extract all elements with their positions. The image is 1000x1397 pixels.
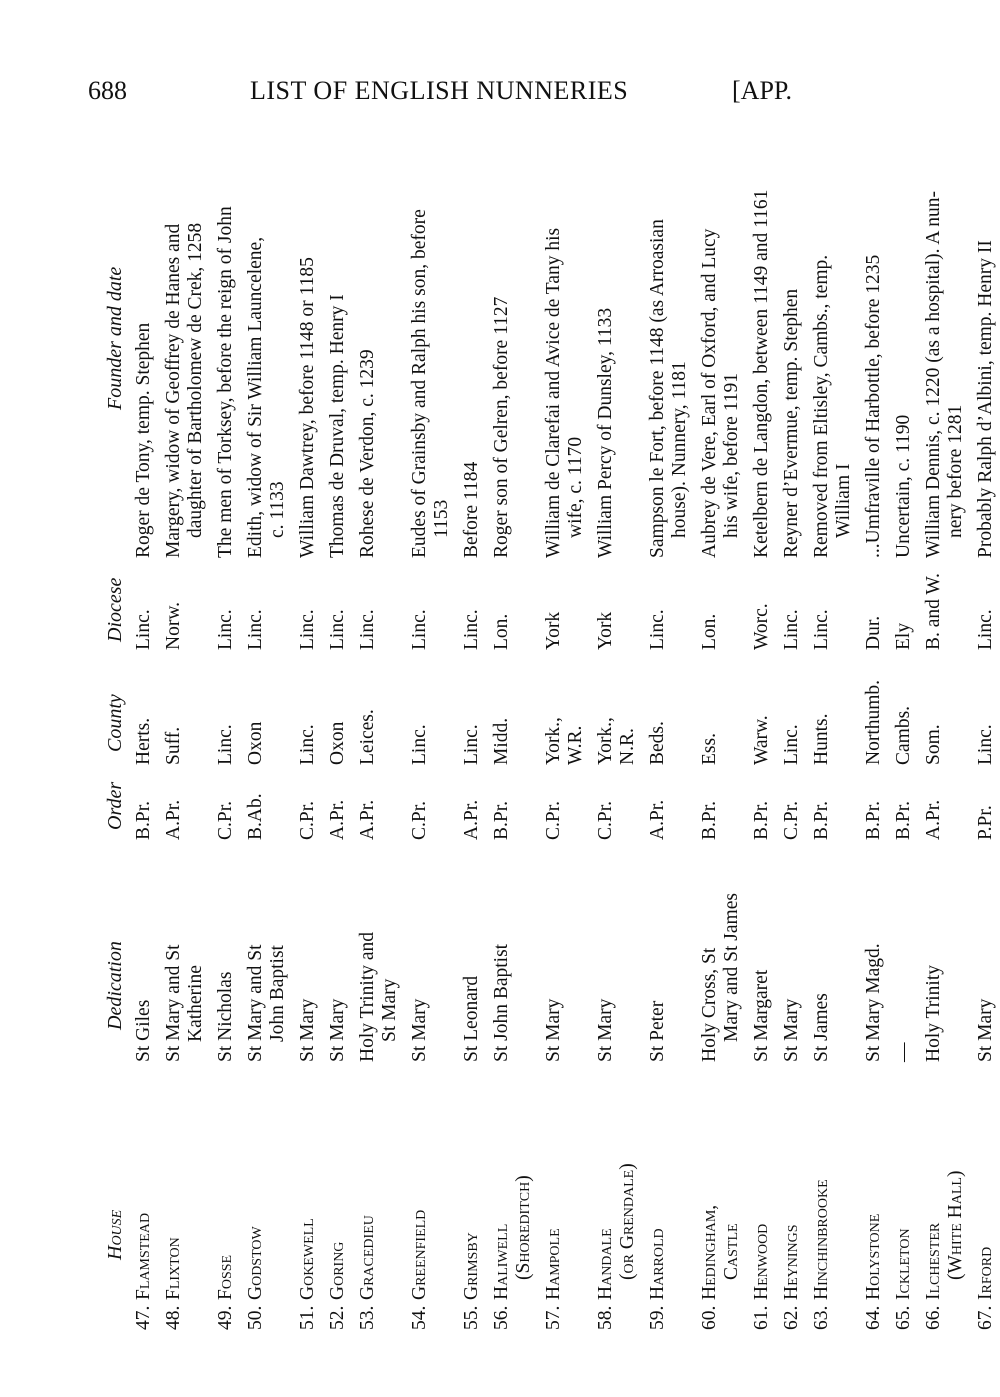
cell-county: Linc. (781, 724, 802, 765)
cell-founder: Eudes of Grainsby and Ralph his son, before (409, 209, 430, 558)
cell-no: 59. (647, 1305, 668, 1330)
cell-dedication: St Leonard (461, 975, 482, 1062)
cell-dedication: St Peter (647, 1000, 668, 1062)
cell-county: Suff. (163, 726, 184, 765)
cell-house: Ickleton (893, 1228, 914, 1300)
cell-diocese: Dur. (863, 615, 884, 650)
cell-founder: daughter of Bartholomew de Crek, 1258 (185, 222, 206, 538)
cell-house: Greenfield (409, 1209, 430, 1300)
cell-dedication: St Mary Magd. (863, 943, 884, 1062)
cell-founder: Sampson le Fort, before 1148 (as Arroasian (647, 219, 668, 558)
cell-house: Henwood (751, 1223, 772, 1300)
cell-house: Flixton (163, 1237, 184, 1300)
cell-diocese: Linc. (781, 609, 802, 650)
cell-county: W.R. (565, 725, 586, 765)
cell-house: (White Hall) (945, 1170, 966, 1280)
cell-county: Som. (923, 724, 944, 765)
cell-order: B.Pr. (811, 800, 832, 840)
header-founder: Founder and date (104, 266, 126, 410)
cell-house: Haliwell (491, 1223, 512, 1300)
cell-house: Hampole (543, 1228, 564, 1300)
cell-no: 60. (699, 1305, 720, 1330)
cell-founder: ...Umfraville of Harbottle, before 1235 (863, 254, 884, 558)
cell-diocese: Linc. (215, 609, 236, 650)
cell-county: Linc. (409, 724, 430, 765)
cell-diocese: Lon. (699, 613, 720, 650)
cell-no: 53. (357, 1305, 378, 1330)
table-row (974, 100, 1000, 1330)
cell-county: Cambs. (893, 705, 914, 765)
cell-founder: Aubrey de Vere, Earl of Oxford, and Lucy (699, 228, 720, 558)
cell-founder: William Dawtrey, before 1148 or 1185 (297, 257, 318, 558)
header-house: House (104, 1209, 126, 1260)
page-number: 688 (88, 76, 127, 105)
cell-house: Hedingham, (699, 1204, 720, 1300)
cell-house: Harrold (647, 1228, 668, 1300)
table-row (832, 100, 858, 1330)
cell-dedication: St Mary and St (245, 944, 266, 1062)
cell-diocese: Worc. (751, 603, 772, 650)
cell-order: A.Pr. (923, 799, 944, 840)
cell-house: Fosse (215, 1254, 236, 1300)
cell-founder: William Percy of Dunsley, 1133 (595, 307, 616, 558)
cell-house: Ilchester (923, 1222, 944, 1300)
cell-county: Northumb. (863, 679, 884, 765)
cell-order: A.Pr. (647, 799, 668, 840)
table-row (132, 100, 158, 1330)
cell-no: 50. (245, 1305, 266, 1330)
cell-diocese: Norw. (163, 601, 184, 650)
cell-order: A.Pr. (327, 799, 348, 840)
cell-founder: wife, c. 1170 (565, 436, 586, 538)
cell-founder: Roger son of Gelren, before 1127 (491, 296, 512, 558)
cell-order: C.Pr. (781, 800, 802, 840)
cell-dedication: Holy Trinity (923, 965, 944, 1062)
table-row (512, 100, 538, 1330)
cell-county: York., (543, 717, 564, 765)
cell-founder: Reyner d’Evermue, temp. Stephen (781, 288, 802, 558)
cell-diocese: Linc. (811, 609, 832, 650)
cell-order: B.Pr. (751, 800, 772, 840)
table-row (944, 100, 970, 1330)
cell-order: A.Pr. (357, 799, 378, 840)
cell-founder: William I (833, 463, 854, 538)
cell-diocese: Linc. (133, 609, 154, 650)
cell-county: Oxon (327, 721, 348, 765)
header-dedication: Dedication (104, 941, 126, 1030)
cell-house: (Shoreditch) (513, 1175, 534, 1280)
cell-dedication: St Margaret (751, 969, 772, 1062)
cell-order: B.Pr. (491, 800, 512, 840)
cell-no: 55. (461, 1305, 482, 1330)
cell-county: N.R. (617, 728, 638, 765)
cell-no: 57. (543, 1305, 564, 1330)
cell-founder: his wife, before 1191 (721, 373, 742, 538)
table-row (266, 100, 292, 1330)
cell-dedication: St John Baptist (491, 943, 512, 1062)
cell-house: Castle (721, 1223, 742, 1280)
cell-founder: Uncertain, c. 1190 (893, 414, 914, 558)
cell-house: Gokewell (297, 1218, 318, 1300)
cell-founder: William de Clarefai and Avice de Tany his (543, 227, 564, 558)
cell-diocese: Ely (893, 622, 914, 650)
cell-order: C.Pr. (297, 800, 318, 840)
table-row (378, 100, 404, 1330)
cell-dedication: — (893, 1042, 914, 1062)
cell-dedication: St Mary (975, 998, 996, 1062)
cell-no: 63. (811, 1305, 832, 1330)
cell-county: Oxon (245, 721, 266, 765)
table-row (750, 100, 776, 1330)
table-row (616, 100, 642, 1330)
cell-order: B.Pr. (699, 800, 720, 840)
cell-county: Warw. (751, 715, 772, 765)
cell-county: Midd. (491, 717, 512, 765)
cell-no: 61. (751, 1305, 772, 1330)
cell-founder: nery before 1281 (945, 404, 966, 538)
cell-order: B.Pr. (133, 800, 154, 840)
cell-diocese: Linc. (409, 609, 430, 650)
cell-order: B.Pr. (863, 800, 884, 840)
cell-order: B.Ab. (245, 793, 266, 840)
cell-order: B.Pr. (893, 800, 914, 840)
cell-dedication: Holy Trinity and (357, 931, 378, 1062)
cell-order: C.Pr. (215, 800, 236, 840)
cell-founder: The men of Torksey, before the reign of John (215, 206, 236, 558)
cell-house: Godstow (245, 1226, 266, 1300)
cell-no: 65. (893, 1305, 914, 1330)
cell-dedication: St Mary (781, 998, 802, 1062)
cell-order: C.Pr. (543, 800, 564, 840)
cell-county: Linc. (461, 724, 482, 765)
cell-house: Goring (327, 1241, 348, 1300)
cell-dedication: St Nicholas (215, 971, 236, 1062)
cell-diocese: Linc. (975, 609, 996, 650)
cell-founder: Ketelbern de Langdon, between 1149 and 1161 (751, 189, 772, 558)
table-row (184, 100, 210, 1330)
cell-county: Ess. (699, 733, 720, 765)
cell-county: Linc. (297, 724, 318, 765)
cell-house: Heynings (781, 1224, 802, 1300)
cell-dedication: St Mary (297, 998, 318, 1062)
cell-county: Linc. (215, 724, 236, 765)
cell-founder: Rohese de Verdon, c. 1239 (357, 349, 378, 558)
table-row (780, 100, 806, 1330)
cell-dedication: Katherine (185, 965, 206, 1042)
table-row (326, 100, 352, 1330)
cell-house: Gracedieu (357, 1215, 378, 1300)
table-row (296, 100, 322, 1330)
cell-dedication: St Mary and St (163, 944, 184, 1062)
cell-founder: Edith, widow of Sir William Launcelene, (245, 236, 266, 558)
cell-diocese: B. and W. (923, 573, 944, 650)
cell-no: 54. (409, 1305, 430, 1330)
cell-diocese: Linc. (357, 609, 378, 650)
cell-diocese: Lon. (491, 613, 512, 650)
cell-dedication: St Mary (379, 978, 400, 1042)
cell-no: 58. (595, 1305, 616, 1330)
nunneries-table (104, 100, 996, 1330)
cell-house: Grimsby (461, 1232, 482, 1300)
cell-dedication: Holy Cross, St (699, 947, 720, 1062)
page-title: LIST OF ENGLISH NUNNERIES (250, 76, 629, 105)
cell-founder: Removed from Eltisley, Cambs., temp. (811, 254, 832, 558)
cell-order: C.Pr. (409, 800, 430, 840)
cell-diocese: York (543, 611, 564, 650)
cell-county: Leices. (357, 709, 378, 765)
cell-dedication: St Mary (409, 998, 430, 1062)
table-row (720, 100, 746, 1330)
cell-house: Holystone (863, 1213, 884, 1300)
cell-order: A.Pr. (461, 799, 482, 840)
cell-no: 47. (133, 1305, 154, 1330)
cell-dedication: St Mary (327, 998, 348, 1062)
header-diocese: Diocese (104, 577, 126, 642)
cell-county: Hunts. (811, 713, 832, 765)
cell-no: 49. (215, 1305, 236, 1330)
cell-founder: Before 1184 (461, 461, 482, 558)
cell-founder: house). Nunnery, 1181 (669, 361, 690, 538)
cell-no: 56. (491, 1305, 512, 1330)
cell-no: 48. (163, 1305, 184, 1330)
appendix-marker: [APP. (732, 76, 792, 105)
cell-house: Irford (975, 1246, 996, 1300)
cell-no: 67. (975, 1305, 996, 1330)
table-row (892, 100, 918, 1330)
cell-diocese: Linc. (461, 609, 482, 650)
cell-dedication: St James (811, 993, 832, 1062)
cell-county: York., (595, 717, 616, 765)
table-row (460, 100, 486, 1330)
cell-county: Beds. (647, 721, 668, 765)
cell-diocese: Linc. (245, 609, 266, 650)
table-row (430, 100, 456, 1330)
cell-order: C.Pr. (595, 800, 616, 840)
cell-diocese: York (595, 611, 616, 650)
cell-no: 51. (297, 1305, 318, 1330)
cell-diocese: Linc. (647, 609, 668, 650)
cell-founder: Roger de Tony, temp. Stephen (133, 322, 154, 558)
table-row (862, 100, 888, 1330)
cell-founder: Margery, widow of Geoffrey de Hanes and (163, 223, 184, 558)
cell-diocese: Linc. (297, 609, 318, 650)
cell-no: 52. (327, 1305, 348, 1330)
cell-order: P.Pr. (975, 805, 996, 840)
cell-founder: William Dennis, c. 1220 (as a hospital). A nun- (923, 191, 944, 558)
cell-founder: Thomas de Druval, temp. Henry I (327, 294, 348, 558)
cell-no: 62. (781, 1305, 802, 1330)
cell-founder: c. 1133 (267, 481, 288, 538)
cell-house: Flamstead (133, 1212, 154, 1300)
cell-dedication: St Mary (543, 998, 564, 1062)
cell-founder: Probably Ralph d’Albini, temp. Henry II (975, 240, 996, 558)
cell-order: A.Pr. (163, 799, 184, 840)
cell-no: 64. (863, 1305, 884, 1330)
cell-house: (or Grendale) (617, 1163, 638, 1280)
table-row (668, 100, 694, 1330)
header-county: County (104, 694, 126, 752)
table-row (564, 100, 590, 1330)
cell-founder: 1153 (431, 499, 452, 538)
cell-house: Handale (595, 1228, 616, 1300)
cell-house: Hinchinbrooke (811, 1179, 832, 1300)
cell-dedication: St Mary (595, 998, 616, 1062)
header-order: Order (104, 781, 126, 830)
cell-diocese: Linc. (327, 609, 348, 650)
table-row (214, 100, 240, 1330)
cell-dedication: Mary and St James (721, 893, 742, 1042)
cell-dedication: St Giles (133, 999, 154, 1062)
cell-county: Linc. (975, 724, 996, 765)
cell-no: 66. (923, 1305, 944, 1330)
cell-county: Herts. (133, 717, 154, 765)
cell-dedication: John Baptist (267, 945, 288, 1042)
